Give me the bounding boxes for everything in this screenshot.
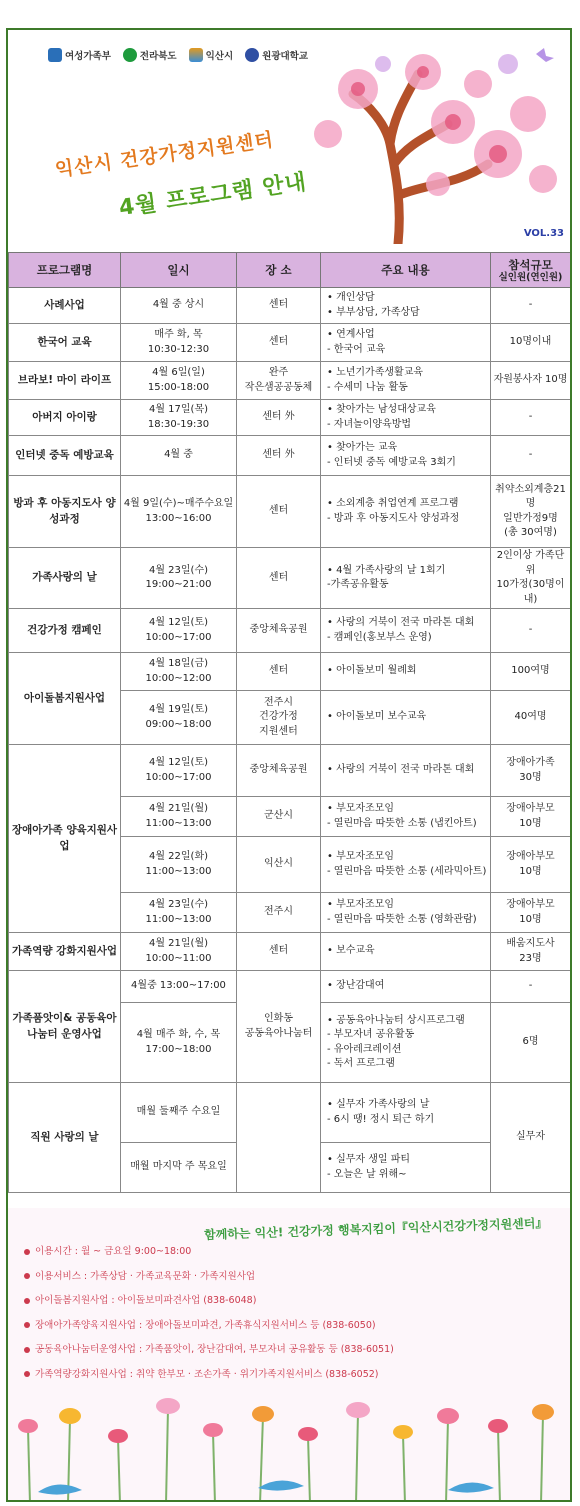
size-cell: 자원봉사자 10명 — [491, 362, 571, 400]
size-cell: 장애아부모 10명 — [491, 797, 571, 837]
program-name-cell: 아이돌봄지원사업 — [9, 653, 121, 745]
table-row — [9, 548, 571, 609]
size-cell: 장애아부모 10명 — [491, 893, 571, 933]
mogef-logo-icon — [48, 48, 62, 62]
center-title: 익산시 건강가정지원센터 — [53, 128, 276, 182]
content-cell: • 부모자조모임 - 열린마음 따뜻한 소통 (냅킨아트) — [321, 797, 491, 837]
content-cell: • 사랑의 거북이 전국 마라톤 대회 - 캠페인(홍보부스 운영) — [321, 609, 491, 653]
logo-wonkwang: 원광대학교 — [245, 48, 308, 62]
date-cell: 4월 23일(수) 11:00~13:00 — [121, 893, 237, 933]
size-cell: 실무자 — [491, 1083, 571, 1193]
newsletter-header — [8, 30, 570, 252]
size-cell: 10명이내 — [491, 324, 571, 362]
info-hours: 이용시간 : 월 ~ 금요일 9:00~18:00 — [24, 1240, 394, 1265]
size-cell: - — [491, 971, 571, 1003]
date-cell: 매월 둘째주 수요일 — [121, 1083, 237, 1143]
header-content: 주요 내용 — [321, 253, 491, 288]
logo-mogef: 여성가족부 — [48, 48, 111, 62]
place-cell: 중앙체육공원 — [237, 609, 321, 653]
content-cell: • 사랑의 거북이 전국 마라톤 대회 — [321, 745, 491, 797]
program-name-cell: 가족품앗이& 공동육아나눔터 운영사업 — [9, 971, 121, 1083]
content-cell: • 보수교육 — [321, 933, 491, 971]
content-cell: • 실무자 가족사랑의 날 - 6시 땡! 정시 퇴근 하기 — [321, 1083, 491, 1143]
bullet-icon — [24, 1298, 30, 1304]
table-row — [9, 1083, 571, 1143]
bullet-icon — [24, 1371, 30, 1377]
newsletter-frame — [6, 28, 572, 1502]
table-row — [9, 609, 571, 653]
content-cell: • 연계사업 - 한국어 교육 — [321, 324, 491, 362]
table-row — [9, 476, 571, 548]
date-cell: 4월 18일(금) 10:00~12:00 — [121, 653, 237, 691]
program-name-cell: 인터넷 중독 예방교육 — [9, 436, 121, 476]
logo-bar — [48, 48, 308, 62]
date-cell: 4월 22일(화) 11:00~13:00 — [121, 837, 237, 893]
program-name-cell: 장애아가족 양육지원사업 — [9, 745, 121, 933]
content-cell: • 개인상담 • 부부상담, 가족상담 — [321, 288, 491, 324]
table-row — [9, 288, 571, 324]
header-size: 참석규모 실인원(연인원) — [491, 253, 571, 288]
volume-number: VOL.33 — [523, 228, 564, 239]
place-cell: 완주 작은샘공공동체 — [237, 362, 321, 400]
date-cell: 4월 매주 화, 수, 목 17:00~18:00 — [121, 1003, 237, 1083]
place-cell: 중앙체육공원 — [237, 745, 321, 797]
place-cell: 센터 — [237, 653, 321, 691]
program-name-cell: 가족사랑의 날 — [9, 548, 121, 609]
program-name-cell: 아버지 아이랑 — [9, 400, 121, 436]
table-row — [9, 362, 571, 400]
place-cell — [237, 1083, 321, 1193]
date-cell: 4월 12일(토) 10:00~17:00 — [121, 609, 237, 653]
program-table — [8, 252, 571, 1193]
place-cell: 전주시 — [237, 893, 321, 933]
date-cell: 4월 중 상시 — [121, 288, 237, 324]
date-cell: 4월 21일(월) 10:00~11:00 — [121, 933, 237, 971]
info-services: 이용서비스 : 가족상담 · 가족교육문화 · 가족지원사업 — [24, 1265, 394, 1290]
header-date: 일시 — [121, 253, 237, 288]
table-row — [9, 436, 571, 476]
content-cell: • 노년기가족생활교육 - 수세미 나눔 활동 — [321, 362, 491, 400]
table-row — [9, 745, 571, 797]
size-cell: 취약소외계층21명 일반가정9명 (총 30여명) — [491, 476, 571, 548]
place-cell: 센터 — [237, 288, 321, 324]
date-cell: 4월 23일(수) 19:00~21:00 — [121, 548, 237, 609]
slogan: 함께하는 익산! 건강가정 행복지킴이『익산시건강가정지원센터』 — [203, 1216, 548, 1242]
place-cell: 센터 外 — [237, 436, 321, 476]
program-name-cell: 직원 사랑의 날 — [9, 1083, 121, 1193]
place-cell: 군산시 — [237, 797, 321, 837]
info-childcare: 아이돌봄지원사업 : 아이돌보미파견사업 (838-6048) — [24, 1289, 394, 1314]
content-cell: • 찾아가는 교육 - 인터넷 중독 예방교육 3회기 — [321, 436, 491, 476]
date-cell: 4월 6일(일) 15:00-18:00 — [121, 362, 237, 400]
place-cell: 센터 外 — [237, 400, 321, 436]
logo-jeonbuk: 전라북도 — [123, 48, 177, 62]
table-row — [9, 324, 571, 362]
footer — [8, 1208, 570, 1502]
size-cell: - — [491, 436, 571, 476]
table-row — [9, 400, 571, 436]
table-row — [9, 933, 571, 971]
date-cell: 4월중 13:00~17:00 — [121, 971, 237, 1003]
table-row — [9, 971, 571, 1003]
date-cell: 4월 19일(토) 09:00~18:00 — [121, 691, 237, 745]
size-cell: 40여명 — [491, 691, 571, 745]
month-program-title: 4월 프로그램 안내 — [117, 169, 309, 222]
date-cell: 매월 마지막 주 목요일 — [121, 1143, 237, 1193]
program-name-cell: 브라보! 마이 라이프 — [9, 362, 121, 400]
flower-tree-illustration — [298, 44, 568, 244]
info-list — [24, 1240, 394, 1387]
content-cell: • 부모자조모임 - 열린마음 따뜻한 소통 (영화관람) — [321, 893, 491, 933]
size-cell: - — [491, 609, 571, 653]
place-cell: 센터 — [237, 476, 321, 548]
bullet-icon — [24, 1273, 30, 1279]
size-cell: 6명 — [491, 1003, 571, 1083]
date-cell: 매주 화, 목 10:30-12:30 — [121, 324, 237, 362]
content-cell: • 실무자 생일 파티 - 오늘은 날 위해~ — [321, 1143, 491, 1193]
place-cell: 전주시 건강가정 지원센터 — [237, 691, 321, 745]
flower-border-illustration — [8, 1388, 570, 1502]
program-name-cell: 방과 후 아동지도사 양성과정 — [9, 476, 121, 548]
content-cell: • 소외계층 취업연계 프로그램 - 방과 후 아동지도사 양성과정 — [321, 476, 491, 548]
bullet-icon — [24, 1249, 30, 1255]
size-cell: 100여명 — [491, 653, 571, 691]
date-cell: 4월 17일(목) 18:30-19:30 — [121, 400, 237, 436]
program-name-cell: 가족역량 강화지원사업 — [9, 933, 121, 971]
bullet-icon — [24, 1322, 30, 1328]
info-family-capacity: 가족역량강화지원사업 : 취약 한부모 · 조손가족 · 위기가족지원서비스 (838-6052) — [24, 1363, 394, 1388]
date-cell: 4월 중 — [121, 436, 237, 476]
size-cell: - — [491, 400, 571, 436]
jeonbuk-logo-icon — [123, 48, 137, 62]
content-cell: • 부모자조모임 - 열린마음 따뜻한 소통 (세라믹아트) — [321, 837, 491, 893]
content-cell: • 아이돌보미 월례회 — [321, 653, 491, 691]
size-cell: - — [491, 288, 571, 324]
size-cell: 장애아부모 10명 — [491, 837, 571, 893]
size-cell: 배움지도사 23명 — [491, 933, 571, 971]
place-cell: 센터 — [237, 933, 321, 971]
place-cell: 인화동 공동육아나눔터 — [237, 971, 321, 1083]
place-cell: 익산시 — [237, 837, 321, 893]
content-cell: • 공동육아나눔터 상시프로그램 - 부모자녀 공유활동 - 유아레크레이션 - 독서 프로그램 — [321, 1003, 491, 1083]
info-shared-childcare: 공동육아나눔터운영사업 : 가족품앗이, 장난감대여, 부모자녀 공유활동 등 (838-6051) — [24, 1338, 394, 1363]
date-cell: 4월 21일(월) 11:00~13:00 — [121, 797, 237, 837]
place-cell: 센터 — [237, 324, 321, 362]
table-header-row — [9, 253, 571, 288]
program-name-cell: 한국어 교육 — [9, 324, 121, 362]
content-cell: • 찾아가는 남성대상교육 - 자녀놀이양육방법 — [321, 400, 491, 436]
table-row — [9, 653, 571, 691]
logo-iksan: 익산시 — [189, 48, 234, 62]
content-cell: • 4월 가족사랑의 날 1회기 -가족공유활동 — [321, 548, 491, 609]
date-cell: 4월 12일(토) 10:00~17:00 — [121, 745, 237, 797]
date-cell: 4월 9일(수)~매주수요일 13:00~16:00 — [121, 476, 237, 548]
bullet-icon — [24, 1347, 30, 1353]
header-program-name: 프로그램명 — [9, 253, 121, 288]
info-disabled-family: 장애아가족양육지원사업 : 장애아돌보미파견, 가족휴식지원서비스 등 (838-6050) — [24, 1314, 394, 1339]
program-name-cell: 사례사업 — [9, 288, 121, 324]
size-cell: 2인이상 가족단위 10가정(30명이내) — [491, 548, 571, 609]
wonkwang-logo-icon — [245, 48, 259, 62]
place-cell: 센터 — [237, 548, 321, 609]
iksan-logo-icon — [189, 48, 203, 62]
content-cell: • 장난감대여 — [321, 971, 491, 1003]
size-cell: 장애아가족 30명 — [491, 745, 571, 797]
content-cell: • 아이돌보미 보수교육 — [321, 691, 491, 745]
header-place: 장 소 — [237, 253, 321, 288]
program-name-cell: 건강가정 캠페인 — [9, 609, 121, 653]
